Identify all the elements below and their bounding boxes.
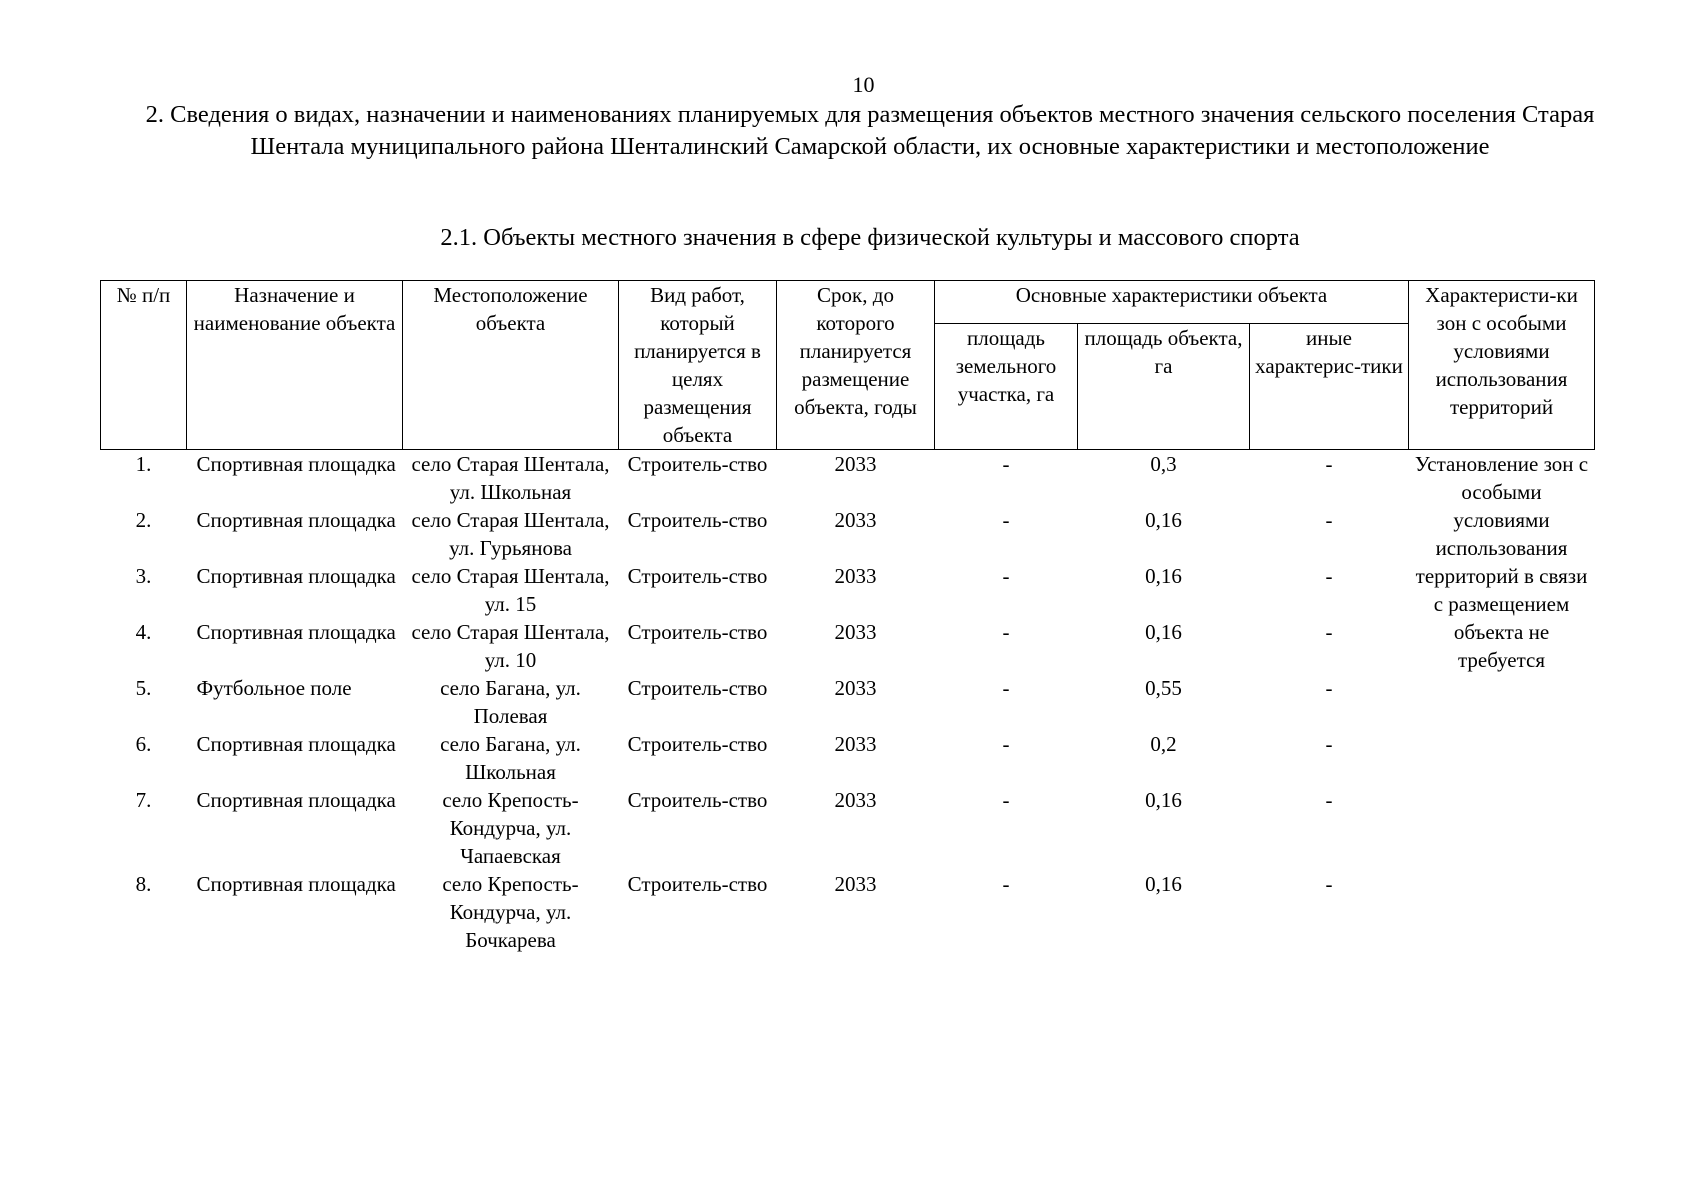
header-work-type: Вид работ, который планируется в целях размещения объекта xyxy=(619,281,777,450)
cell-object-area: 0,16 xyxy=(1145,564,1182,588)
cell-num: 5. xyxy=(135,676,152,700)
cell-other-characteristics: - xyxy=(1325,788,1333,812)
cell-object-area: 0,16 xyxy=(1145,872,1182,896)
cell-num: 4. xyxy=(135,620,152,644)
cell-num: 1. xyxy=(135,452,152,476)
cell-location: село Крепость-Кондурча, ул. Бочкарева xyxy=(442,872,579,952)
cell-land-area: - xyxy=(1002,676,1010,700)
cell-work-type: Строитель-ство xyxy=(627,508,768,532)
table-row xyxy=(101,450,1595,507)
cell-land-area: - xyxy=(1002,564,1010,588)
cell-zones-note: Установление зон с особыми условиями использования территорий в связи с размещением объекта не требуется xyxy=(1414,452,1589,672)
cell-deadline: 2033 xyxy=(834,732,877,756)
table-body xyxy=(101,450,1595,955)
table-header xyxy=(101,281,1595,450)
page-number: 10 xyxy=(852,72,875,97)
cell-other-characteristics: - xyxy=(1325,872,1333,896)
cell-location: село Крепость-Кондурча, ул. Чапаевская xyxy=(442,788,579,868)
cell-object-area: 0,55 xyxy=(1145,676,1182,700)
cell-work-type: Строитель-ство xyxy=(627,788,768,812)
cell-object-area: 0,16 xyxy=(1145,788,1182,812)
cell-name: Спортивная площадка xyxy=(196,452,396,476)
table-row xyxy=(101,506,1595,562)
cell-location: село Багана, ул. Школьная xyxy=(440,732,581,784)
cell-object-area: 0,16 xyxy=(1145,508,1182,532)
table-row xyxy=(101,562,1595,618)
cell-other-characteristics: - xyxy=(1325,676,1333,700)
cell-other-characteristics: - xyxy=(1325,620,1333,644)
cell-name: Спортивная площадка xyxy=(196,788,396,812)
cell-land-area: - xyxy=(1002,452,1010,476)
cell-other-characteristics: - xyxy=(1325,564,1333,588)
header-other-characteristics: иные характерис-тики xyxy=(1250,323,1409,449)
table-row xyxy=(101,674,1595,730)
table-row xyxy=(101,618,1595,674)
cell-name: Спортивная площадка xyxy=(196,508,396,532)
cell-other-characteristics: - xyxy=(1325,508,1333,532)
cell-name: Футбольное поле xyxy=(196,676,352,700)
cell-land-area: - xyxy=(1002,872,1010,896)
cell-other-characteristics: - xyxy=(1325,452,1333,476)
cell-name: Спортивная площадка xyxy=(196,732,396,756)
header-num: № п/п xyxy=(101,281,187,450)
cell-deadline: 2033 xyxy=(834,676,877,700)
cell-deadline: 2033 xyxy=(834,788,877,812)
header-location: Местоположение объекта xyxy=(403,281,619,450)
cell-work-type: Строитель-ство xyxy=(627,732,768,756)
table-row xyxy=(101,870,1595,954)
header-main-characteristics: Основные характеристики объекта xyxy=(935,281,1409,324)
cell-object-area: 0,2 xyxy=(1150,732,1177,756)
cell-num: 3. xyxy=(135,564,152,588)
cell-work-type: Строитель-ство xyxy=(627,452,768,476)
cell-work-type: Строитель-ство xyxy=(627,676,768,700)
subsection-title: 2.1. Объекты местного значения в сфере физической культуры и массового спорта xyxy=(440,224,1300,251)
cell-deadline: 2033 xyxy=(834,564,877,588)
cell-num: 6. xyxy=(135,732,152,756)
cell-land-area: - xyxy=(1002,508,1010,532)
cell-location: село Старая Шентала, ул. 10 xyxy=(411,620,610,672)
header-object-area: площадь объекта, га xyxy=(1078,323,1250,449)
header-name: Назначение и наименование объекта xyxy=(187,281,403,450)
cell-num: 7. xyxy=(135,788,152,812)
cell-location: село Старая Шентала, ул. Школьная xyxy=(411,452,610,504)
cell-num: 2. xyxy=(135,508,152,532)
cell-name: Спортивная площадка xyxy=(196,620,396,644)
cell-deadline: 2033 xyxy=(834,620,877,644)
cell-land-area: - xyxy=(1002,620,1010,644)
cell-object-area: 0,16 xyxy=(1145,620,1182,644)
table-row xyxy=(101,730,1595,786)
cell-deadline: 2033 xyxy=(834,872,877,896)
cell-deadline: 2033 xyxy=(834,508,877,532)
cell-num: 8. xyxy=(135,872,152,896)
cell-location: село Багана, ул. Полевая xyxy=(440,676,581,728)
cell-name: Спортивная площадка xyxy=(196,872,396,896)
cell-other-characteristics: - xyxy=(1325,732,1333,756)
header-land-area: площадь земельного участка, га xyxy=(935,323,1078,449)
cell-work-type: Строитель-ство xyxy=(627,872,768,896)
cell-object-area: 0,3 xyxy=(1150,452,1177,476)
header-deadline: Срок, до которого планируется размещение объекта, годы xyxy=(777,281,935,450)
section-title: 2. Сведения о видах, назначении и наименованиях планируемых для размещения объектов местного значения сельского поселения Старая Шентала муниципального района Шенталинский Самарской области, их основные характеристики и местоположение xyxy=(145,101,1595,160)
cell-name: Спортивная площадка xyxy=(196,564,396,588)
objects-table xyxy=(100,280,1595,954)
table-row xyxy=(101,786,1595,870)
cell-land-area: - xyxy=(1002,788,1010,812)
header-zones: Характеристи-ки зон с особыми условиями использования территорий xyxy=(1409,281,1595,450)
cell-work-type: Строитель-ство xyxy=(627,564,768,588)
cell-land-area: - xyxy=(1002,732,1010,756)
cell-location: село Старая Шентала, ул. 15 xyxy=(411,564,610,616)
cell-deadline: 2033 xyxy=(834,452,877,476)
cell-location: село Старая Шентала, ул. Гурьянова xyxy=(411,508,610,560)
cell-work-type: Строитель-ство xyxy=(627,620,768,644)
